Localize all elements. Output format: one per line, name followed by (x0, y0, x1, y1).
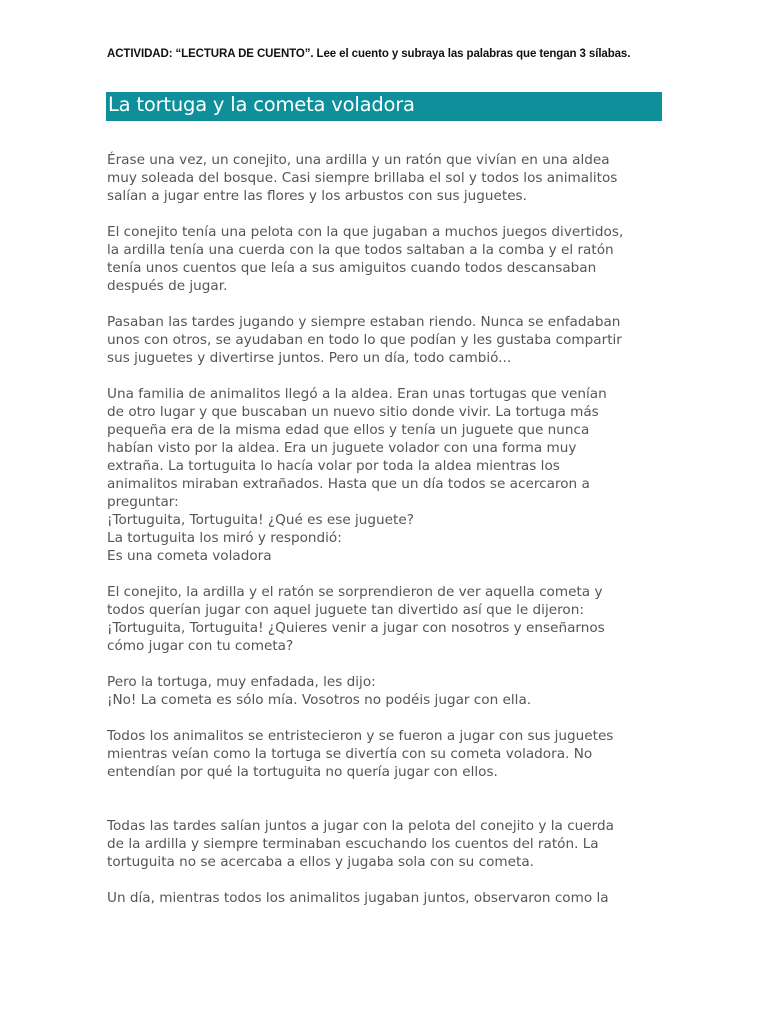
text-line: pequeña era de la misma edad que ellos y tenía un juguete que nunca (107, 422, 590, 438)
text-line: Es una cometa voladora (107, 548, 272, 564)
paragraph (107, 385, 667, 565)
text-line: El conejito tenía una pelota con la que jugaban a muchos juegos divertidos, (107, 224, 624, 240)
text-line: muy soleada del bosque. Casi siempre brillaba el sol y todos los animalitos (107, 170, 618, 186)
paragraph (107, 151, 667, 205)
text-line: extraña. La tortuguita lo hacía volar por toda la aldea mientras los (107, 458, 560, 474)
text-line: de otro lugar y que buscaban un nuevo sitio donde vivir. La tortuga más (107, 404, 599, 420)
text-line: entendían por qué la tortuguita no quería jugar con ellos. (107, 764, 498, 780)
text-line: cómo jugar con tu cometa? (107, 638, 294, 654)
text-line: La tortuguita los miró y respondió: (107, 530, 342, 546)
text-line: preguntar: (107, 494, 179, 510)
text-line: salían a jugar entre las flores y los arbustos con sus juguetes. (107, 188, 527, 204)
activity-instruction: ACTIVIDAD: “LECTURA DE CUENTO”. Lee el cuento y subraya las palabras que tengan 3 sílabas. (107, 48, 631, 60)
text-line: animalitos miraban extrañados. Hasta que un día todos se acercaron a (107, 476, 590, 492)
story-body (107, 151, 667, 925)
text-line: Pasaban las tardes jugando y siempre estaban riendo. Nunca se enfadaban (107, 314, 621, 330)
text-line: unos con otros, se ayudaban en todo lo que podían y les gustaba compartir (107, 332, 622, 348)
title-bar (106, 92, 662, 121)
text-line: mientras veían como la tortuga se divertía con su cometa voladora. No (107, 746, 593, 762)
paragraph (107, 583, 667, 655)
text-line: la ardilla tenía una cuerda con la que todos saltaban a la comba y el ratón (107, 242, 614, 258)
text-line: después de jugar. (107, 278, 228, 294)
text-line: Pero la tortuga, muy enfadada, les dijo: (107, 674, 376, 690)
text-line: ¡Tortuguita, Tortuguita! ¿Qué es ese juguete? (107, 512, 414, 528)
paragraph (107, 727, 667, 781)
paragraph (107, 313, 667, 367)
paragraph (107, 889, 667, 907)
text-line: Todos los animalitos se entristecieron y se fueron a jugar con sus juguetes (107, 728, 614, 744)
text-line: Todas las tardes salían juntos a jugar con la pelota del conejito y la cuerda (107, 818, 614, 834)
text-line: habían visto por la aldea. Era un juguete volador con una forma muy (107, 440, 577, 456)
text-line: todos querían jugar con aquel juguete tan divertido así que le dijeron: (107, 602, 584, 618)
paragraph (107, 817, 667, 871)
text-line: sus juguetes y divertirse juntos. Pero un día, todo cambió... (107, 350, 512, 366)
paragraph (107, 673, 667, 709)
text-line: ¡Tortuguita, Tortuguita! ¿Quieres venir a jugar con nosotros y enseñarnos (107, 620, 605, 636)
text-line: Érase una vez, un conejito, una ardilla y un ratón que vivían en una aldea (107, 152, 610, 168)
text-line: Una familia de animalitos llegó a la aldea. Eran unas tortugas que venían (107, 386, 607, 402)
story-title: La tortuga y la cometa voladora (108, 93, 415, 116)
text-line: El conejito, la ardilla y el ratón se sorprendieron de ver aquella cometa y (107, 584, 603, 600)
text-line: ¡No! La cometa es sólo mía. Vosotros no podéis jugar con ella. (107, 692, 532, 708)
text-line: tenía unos cuentos que leía a sus amiguitos cuando todos descansaban (107, 260, 597, 276)
text-line: de la ardilla y siempre terminaban escuchando los cuentos del ratón. La (107, 836, 599, 852)
paragraph (107, 223, 667, 295)
text-line: tortuguita no se acercaba a ellos y jugaba sola con su cometa. (107, 854, 534, 870)
text-line: Un día, mientras todos los animalitos jugaban juntos, observaron como la (107, 890, 609, 906)
